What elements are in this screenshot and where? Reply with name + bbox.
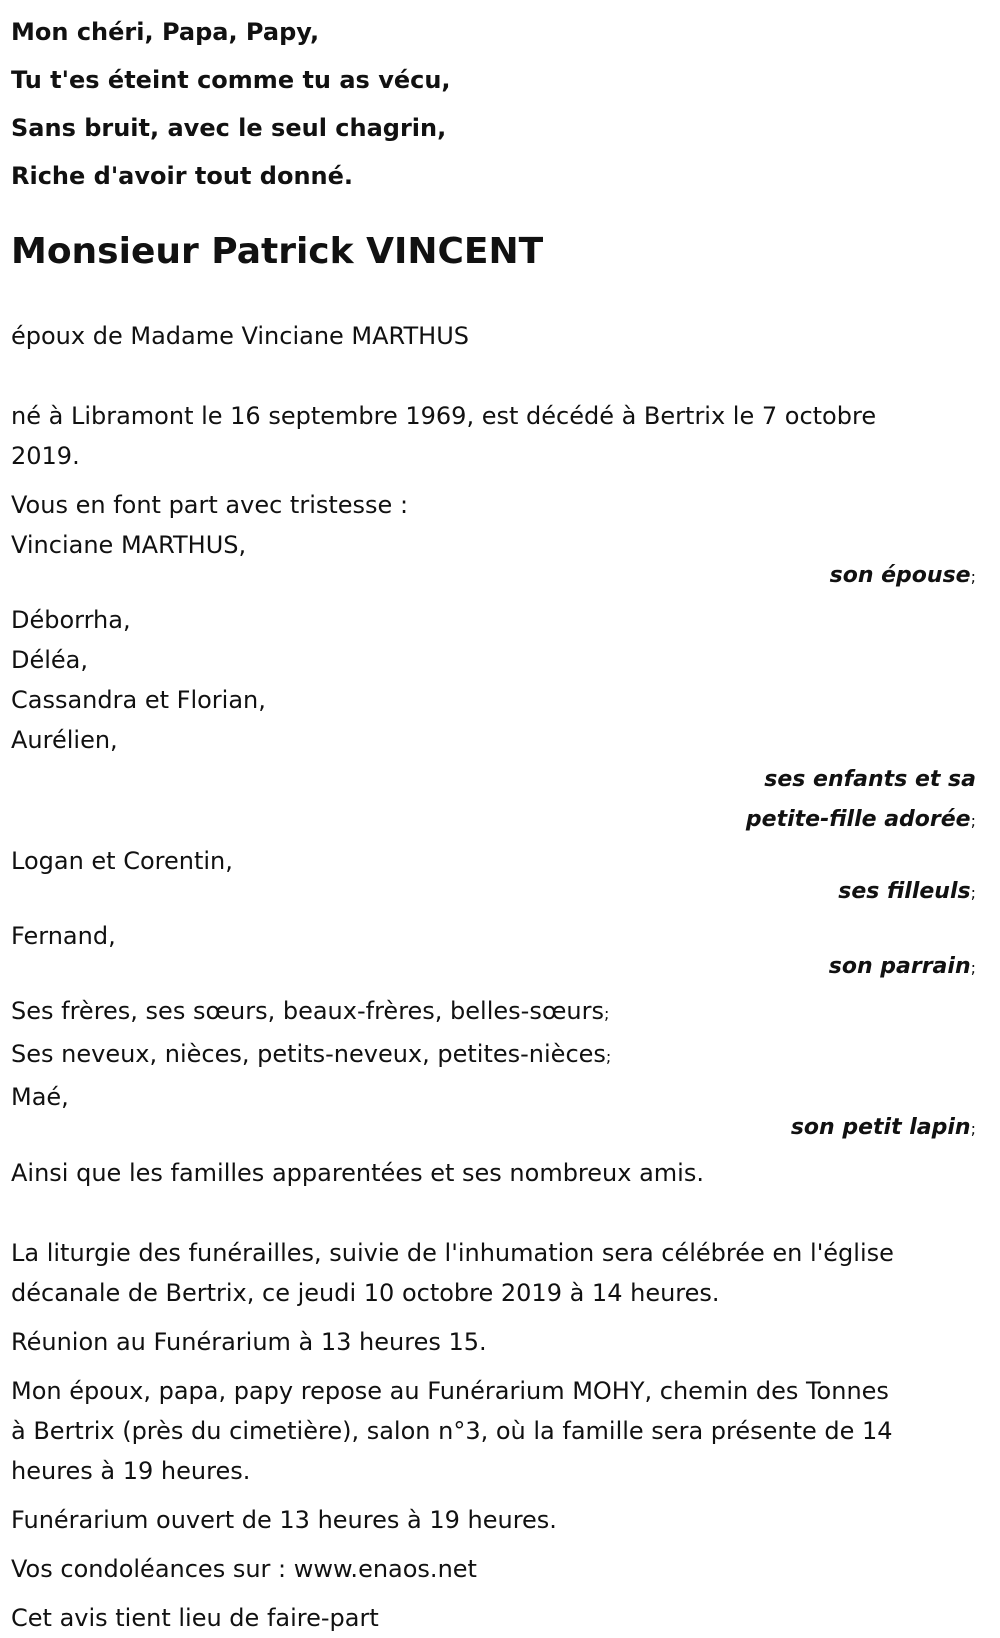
family-member [11,991,976,1034]
family-member: Déborrha, [11,606,131,634]
semicolon: ; [970,567,976,586]
family-member: Déléa, [11,646,89,674]
repose-line: à Bertrix (près du cimetière), salon n°3, où la famille sera présente de 14 [11,1417,893,1445]
semicolon: ; [970,958,976,977]
family-member: Vinciane MARTHUS, [11,531,247,559]
repose-line: heures à 19 heures. [11,1457,251,1485]
funeral-line: La liturgie des funérailles, suivie de l'inhumation sera célébrée en l'église [11,1239,894,1267]
family-member-text: Ses frères, ses sœurs, beaux-frères, belles-sœurs [11,997,604,1025]
family-role [11,954,976,981]
funeral-info [11,1233,976,1313]
family-member: Fernand, [11,922,116,950]
family-list [11,485,976,1193]
role-text: ses enfants et sa [764,767,976,792]
birth-death-info [11,396,976,476]
poem-line: Sans bruit, avec le seul chagrin, [11,114,447,142]
family-member [11,1034,976,1077]
role-text: son petit lapin [790,1115,971,1140]
family-role [11,800,976,841]
family-member: Cassandra et Florian, [11,686,266,714]
poem-line: Mon chéri, Papa, Papy, [11,18,320,46]
family-member-text: Ses neveux, nièces, petits-neveux, petites-nièces [11,1040,606,1068]
family-member: Aurélien, [11,726,118,754]
role-text: petite-fille adorée [745,807,971,832]
notice-line: Cet avis tient lieu de faire-part [11,1604,379,1632]
role-text: son épouse [829,563,971,588]
semicolon: ; [603,1004,610,1023]
semicolon: ; [605,1047,612,1066]
funeral-line: décanale de Bertrix, ce jeudi 10 octobre 2019 à 14 heures. [11,1279,720,1307]
spouse-line: époux de Madame Vinciane MARTHUS [11,322,469,350]
family-member: Logan et Corentin, [11,847,233,875]
repose-info [11,1371,976,1491]
meeting-info: Réunion au Funérarium à 13 heures 15. [11,1328,487,1356]
role-text: ses filleuls [838,879,971,904]
poem-line: Riche d'avoir tout donné. [11,162,354,190]
condolences-line: Vos condoléances sur : www.enaos.net [11,1555,477,1583]
role-text: son parrain [828,954,971,979]
poem-line: Tu t'es éteint comme tu as vécu, [11,66,451,94]
poem [11,0,976,200]
family-member: Maé, [11,1083,69,1111]
family-role [11,760,976,800]
semicolon: ; [970,883,976,902]
opening-hours: Funérarium ouvert de 13 heures à 19 heures. [11,1506,557,1534]
family-role [11,1115,976,1142]
family-role [11,879,976,906]
semicolon: ; [970,1119,976,1138]
closing-line: Ainsi que les familles apparentées et ses nombreux amis. [11,1159,704,1187]
family-role [11,563,976,590]
announce-intro: Vous en font part avec tristesse : [11,491,409,519]
birth-death-line: né à Libramont le 16 septembre 1969, est décédé à Bertrix le 7 octobre [11,402,877,430]
repose-line: Mon époux, papa, papy repose au Funérarium MOHY, chemin des Tonnes [11,1377,889,1405]
semicolon: ; [970,811,976,830]
birth-death-line: 2019. [11,442,80,470]
deceased-name: Monsieur Patrick VINCENT [11,231,544,272]
